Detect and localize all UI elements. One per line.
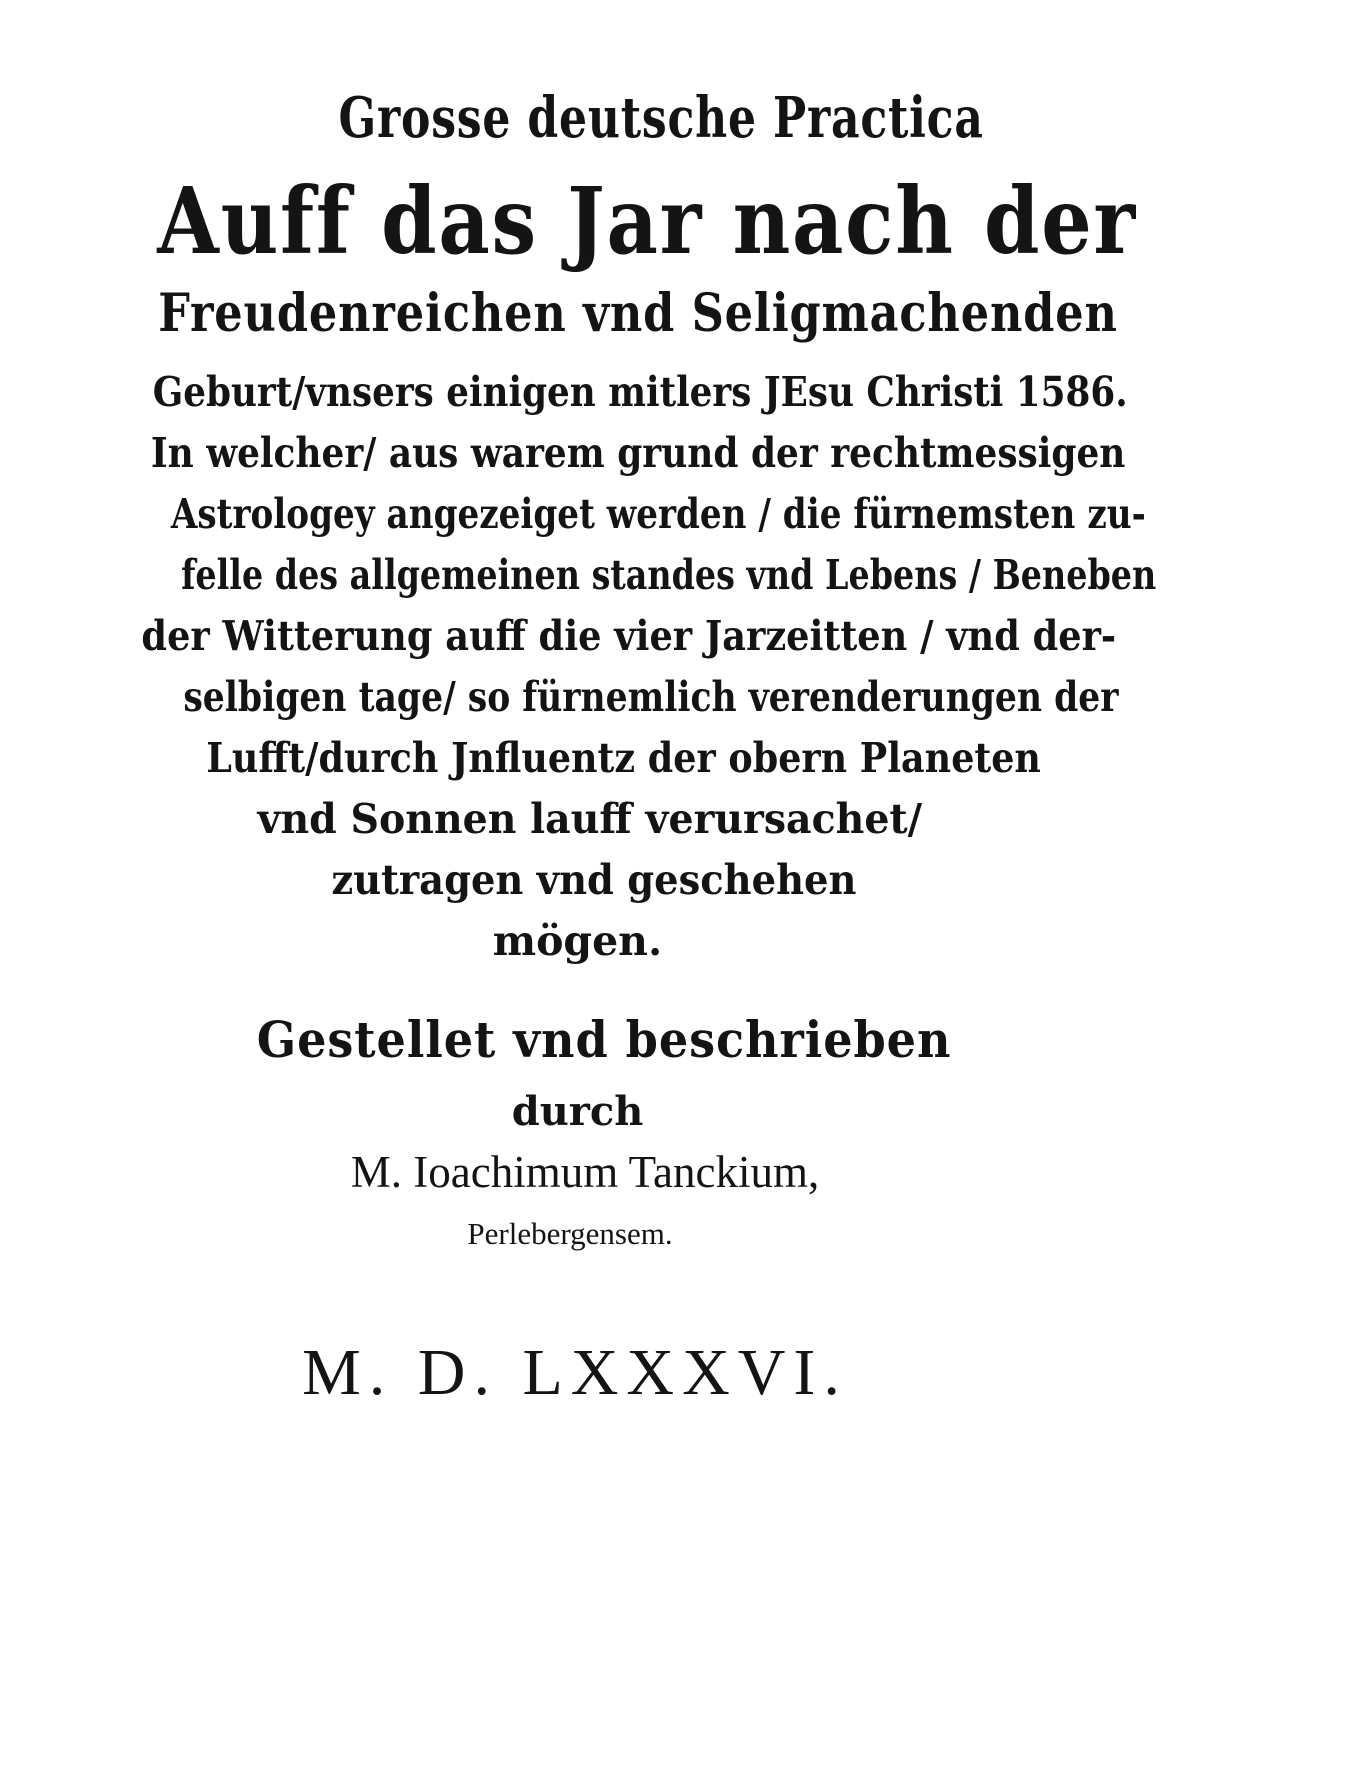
title-line-4: Geburt/vnsers einigen mitlers JEsu Christi 1586.	[152, 368, 1128, 416]
title-line-12: zutragen vnd geschehen	[331, 856, 857, 904]
author-origin: Perlebergensem.	[467, 1216, 673, 1251]
author-name: M. Ioachimum Tanckium,	[350, 1147, 820, 1197]
title-line-6: Astrologey angezeiget werden / die fürnemsten zu-	[170, 490, 1146, 538]
heading-main-title: Auff das Jar nach der	[157, 167, 1137, 275]
author-durch: durch	[511, 1088, 644, 1135]
title-line-5: In welcher/ aus warem grund der rechtmessigen	[150, 429, 1126, 477]
title-line-3: Freudenreichen vnd Seligmachenden	[158, 283, 1118, 344]
title-line-9: selbigen tage/ so fürnemlich verenderungen der	[183, 673, 1119, 721]
imprint-year: M. D. LXXXVI.	[302, 1336, 848, 1409]
title-line-11: vnd Sonnen lauff verursachet/	[257, 795, 923, 843]
title-line-13: mögen.	[492, 917, 663, 965]
title-line-7: felle des allgemeinen standes vnd Lebens / Beneben	[181, 551, 1157, 599]
author-intro: Gestellet vnd beschrieben	[256, 1010, 952, 1069]
title-line-10: Lufft/durch Jnfluentz der obern Planeten	[206, 734, 1041, 782]
title-line-8: der Witterung auff die vier Jarzeitten / vnd der-	[141, 612, 1117, 660]
heading-grosse-deutsche-practica: Grosse deutsche Practica	[338, 85, 984, 151]
